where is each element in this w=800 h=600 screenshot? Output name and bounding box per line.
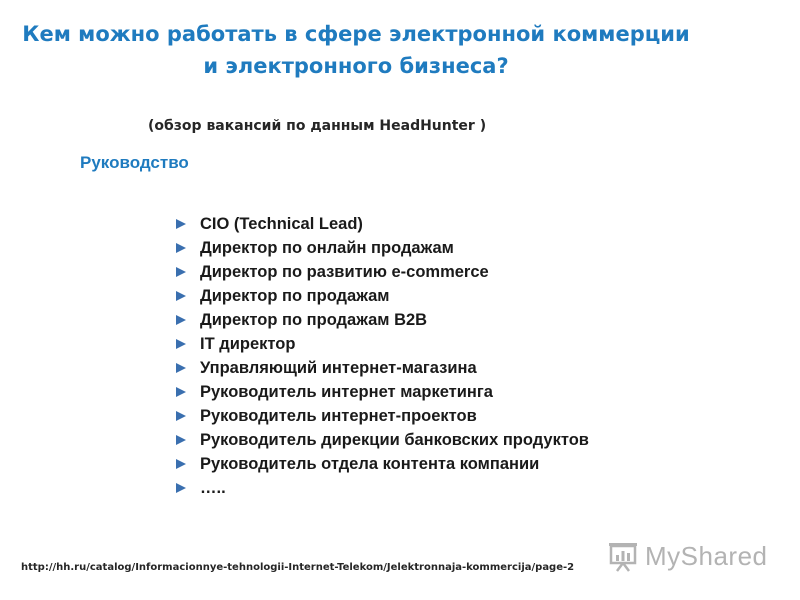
list-item [176, 380, 589, 404]
list-item [176, 212, 589, 236]
list-item [176, 260, 589, 284]
list-item [176, 356, 589, 380]
watermark-logo [607, 538, 768, 574]
list-item-label: CIO (Technical Lead) [200, 215, 363, 233]
list-item-label: Управляющий интернет-магазина [200, 359, 477, 377]
triangle-bullet-icon [176, 411, 186, 421]
list-item-label: Директор по онлайн продажам [200, 239, 454, 257]
triangle-bullet-icon [176, 339, 186, 349]
source-link[interactable]: http://hh.ru/catalog/Informacionnye-tehnologii-Internet-Telekom/Jelektronnaja-kommercija/page-2 [21, 562, 575, 573]
list-item [176, 284, 589, 308]
list-item [176, 332, 589, 356]
triangle-bullet-icon [176, 435, 186, 445]
triangle-bullet-icon [176, 459, 186, 469]
slide-subtitle: (обзор вакансий по данным HeadHunter ) [148, 118, 487, 134]
triangle-bullet-icon [176, 291, 186, 301]
list-item-label: Директор по продажам B2B [200, 311, 428, 329]
position-list [176, 212, 589, 500]
list-item [176, 308, 589, 332]
list-item-label: Руководитель отдела контента компании [200, 455, 540, 473]
triangle-bullet-icon [176, 387, 186, 397]
triangle-bullet-icon [176, 219, 186, 229]
list-item-label: ….. [200, 479, 226, 497]
list-item-label: Руководитель дирекции банковских продуктов [200, 431, 589, 449]
slide-title-line-1: Кем можно работать в сфере электронной коммерции [22, 22, 690, 46]
list-item [176, 428, 589, 452]
list-item [176, 236, 589, 260]
list-item-label: Директор по продажам [200, 287, 390, 305]
list-item-label: Директор по развитию e-commerce [200, 263, 489, 281]
triangle-bullet-icon [176, 363, 186, 373]
presentation-board-icon [607, 540, 639, 572]
list-item-label: Руководитель интернет маркетинга [200, 383, 493, 401]
triangle-bullet-icon [176, 483, 186, 493]
watermark-text: MyShared [645, 540, 768, 571]
list-item [176, 404, 589, 428]
triangle-bullet-icon [176, 315, 186, 325]
list-item-label: Руководитель интернет-проектов [200, 407, 477, 425]
list-item [176, 452, 589, 476]
list-item-label: IT директор [200, 335, 296, 353]
triangle-bullet-icon [176, 243, 186, 253]
triangle-bullet-icon [176, 267, 186, 277]
slide-title-line-2: и электронного бизнеса? [203, 54, 509, 78]
slide-title [0, 18, 712, 82]
section-heading: Руководство [80, 153, 189, 172]
list-item [176, 476, 589, 500]
